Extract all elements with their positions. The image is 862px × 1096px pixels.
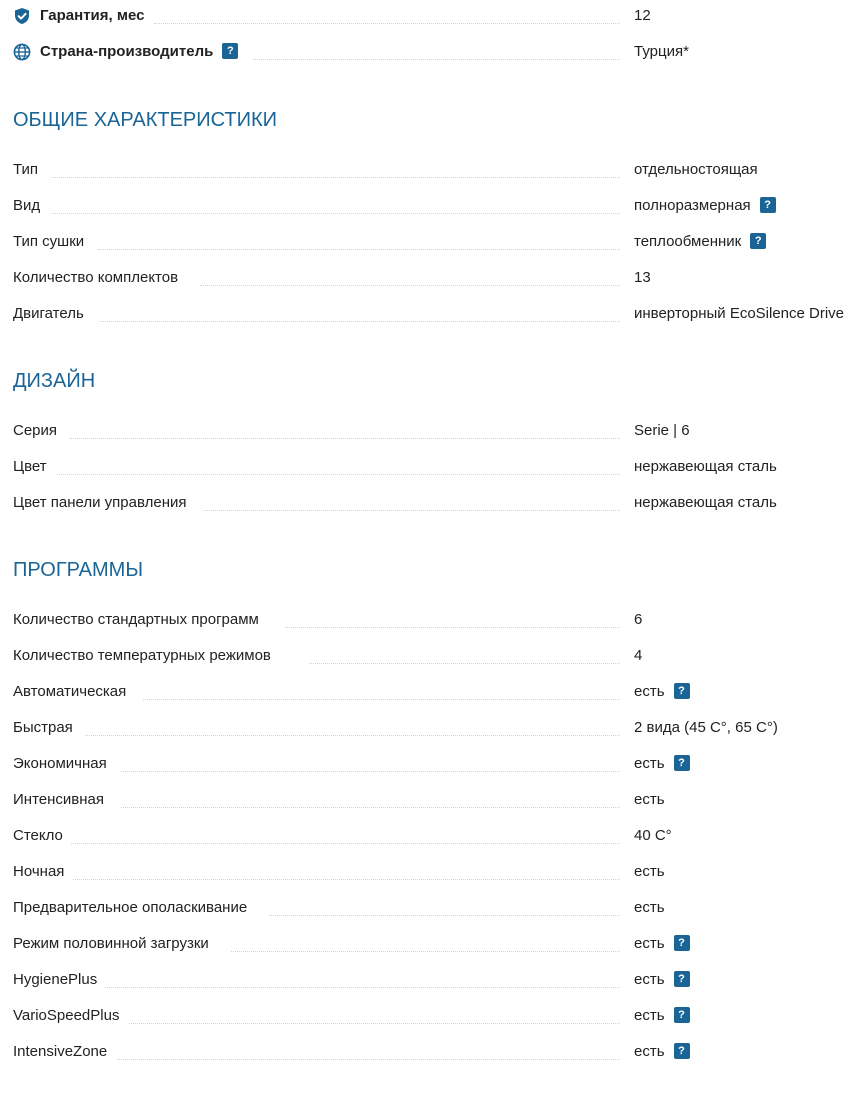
spec-label: Тип сушки (13, 233, 85, 250)
spec-value: есть (634, 899, 665, 916)
spec-label: Вид (13, 197, 41, 214)
dotted-leader (51, 152, 620, 188)
spec-label: Режим половинной загрузки (13, 935, 209, 952)
spec-value: есть ? (634, 1034, 690, 1070)
spec-row (13, 854, 862, 890)
spec-row-warranty (13, 0, 862, 34)
spec-value: Турция* (634, 43, 689, 60)
spec-value: есть (634, 863, 665, 880)
spec-value: 13 (634, 269, 651, 286)
help-icon[interactable]: ? (674, 971, 690, 987)
spec-value: 40 C° (634, 827, 672, 844)
spec-label: Количество стандартных программ (13, 611, 259, 628)
dotted-leader (203, 485, 620, 521)
spec-label: Цвет (13, 458, 47, 475)
dotted-leader (309, 638, 620, 674)
spec-row (13, 746, 862, 782)
spec-row (13, 890, 862, 926)
spec-row (13, 710, 862, 746)
spec-value: инверторный EcoSilence Drive (634, 305, 845, 322)
dotted-leader (143, 674, 620, 710)
spec-label: Интенсивная (13, 791, 104, 808)
help-icon[interactable]: ? (674, 935, 690, 951)
spec-row (13, 260, 862, 296)
dotted-leader (121, 782, 620, 818)
dotted-leader (231, 926, 620, 962)
shield-check-icon (13, 7, 31, 25)
spec-label: Страна-производитель ? (40, 34, 238, 70)
spec-label: Цвет панели управления (13, 494, 187, 511)
spec-row (13, 1034, 862, 1070)
help-icon[interactable]: ? (674, 1043, 690, 1059)
spec-value: полноразмерная ? (634, 188, 776, 224)
help-icon[interactable]: ? (674, 683, 690, 699)
dotted-leader (269, 890, 620, 926)
spec-value: теплообменник ? (634, 224, 766, 260)
spec-label: Предварительное ополаскивание (13, 899, 248, 916)
section-title-programs: ПРОГРАММЫ (13, 559, 144, 581)
spec-value: Serie | 6 (634, 422, 690, 439)
spec-row (13, 818, 862, 854)
dotted-leader (105, 962, 620, 998)
help-icon[interactable]: ? (674, 1007, 690, 1023)
spec-value: 6 (634, 611, 643, 628)
dotted-leader (73, 854, 620, 890)
spec-value: есть ? (634, 998, 690, 1034)
spec-label: Двигатель (13, 305, 84, 322)
globe-icon (13, 43, 31, 61)
spec-row (13, 998, 862, 1034)
dotted-leader (129, 998, 620, 1034)
spec-label: Гарантия, мес (40, 7, 145, 24)
spec-label: VarioSpeedPlus (13, 1007, 120, 1024)
spec-row (13, 674, 862, 710)
spec-row (13, 962, 862, 998)
dotted-leader (121, 746, 620, 782)
dotted-leader (154, 0, 620, 34)
help-icon[interactable]: ? (222, 43, 238, 59)
spec-value: есть ? (634, 674, 690, 710)
spec-label: Экономичная (13, 755, 107, 772)
spec-label: HygienePlus (13, 971, 98, 988)
dotted-leader (71, 818, 620, 854)
dotted-leader (117, 1034, 620, 1070)
spec-label: Быстрая (13, 719, 73, 736)
spec-row (13, 296, 862, 332)
spec-label: Количество температурных режимов (13, 647, 271, 664)
spec-row (13, 485, 862, 521)
dotted-leader (200, 260, 620, 296)
spec-value: есть ? (634, 926, 690, 962)
section-title-general: ОБЩИЕ ХАРАКТЕРИСТИКИ (13, 109, 278, 131)
help-icon[interactable]: ? (674, 755, 690, 771)
dotted-leader (69, 413, 620, 449)
spec-label: Ночная (13, 863, 65, 880)
help-icon[interactable]: ? (760, 197, 776, 213)
spec-row (13, 926, 862, 962)
spec-row (13, 188, 862, 224)
spec-label: Количество комплектов (13, 269, 179, 286)
spec-value: есть ? (634, 962, 690, 998)
spec-row (13, 602, 862, 638)
dotted-leader (57, 449, 620, 485)
section-title-design: ДИЗАЙН (13, 370, 96, 392)
spec-value: нержавеющая сталь (634, 494, 777, 511)
spec-value: 2 вида (45 C°, 65 C°) (634, 719, 778, 736)
spec-row (13, 224, 862, 260)
spec-row (13, 413, 862, 449)
dotted-leader (85, 710, 620, 746)
spec-label: Серия (13, 422, 58, 439)
spec-label: Автоматическая (13, 683, 127, 700)
spec-row (13, 449, 862, 485)
dotted-leader (253, 34, 620, 70)
spec-row-country (13, 34, 862, 70)
dotted-leader (285, 602, 620, 638)
spec-label: IntensiveZone (13, 1043, 108, 1060)
dotted-leader (51, 188, 620, 224)
spec-value: есть ? (634, 746, 690, 782)
spec-value: 4 (634, 647, 643, 664)
help-icon[interactable]: ? (750, 233, 766, 249)
spec-row (13, 152, 862, 188)
spec-row (13, 782, 862, 818)
spec-value: есть (634, 791, 665, 808)
dotted-leader (98, 224, 620, 260)
spec-value: отдельностоящая (634, 161, 758, 178)
spec-value: нержавеющая сталь (634, 458, 777, 475)
spec-value: 12 (634, 7, 651, 24)
spec-label: Стекло (13, 827, 63, 844)
spec-label: Тип (13, 161, 39, 178)
spec-row (13, 638, 862, 674)
dotted-leader (99, 296, 620, 332)
